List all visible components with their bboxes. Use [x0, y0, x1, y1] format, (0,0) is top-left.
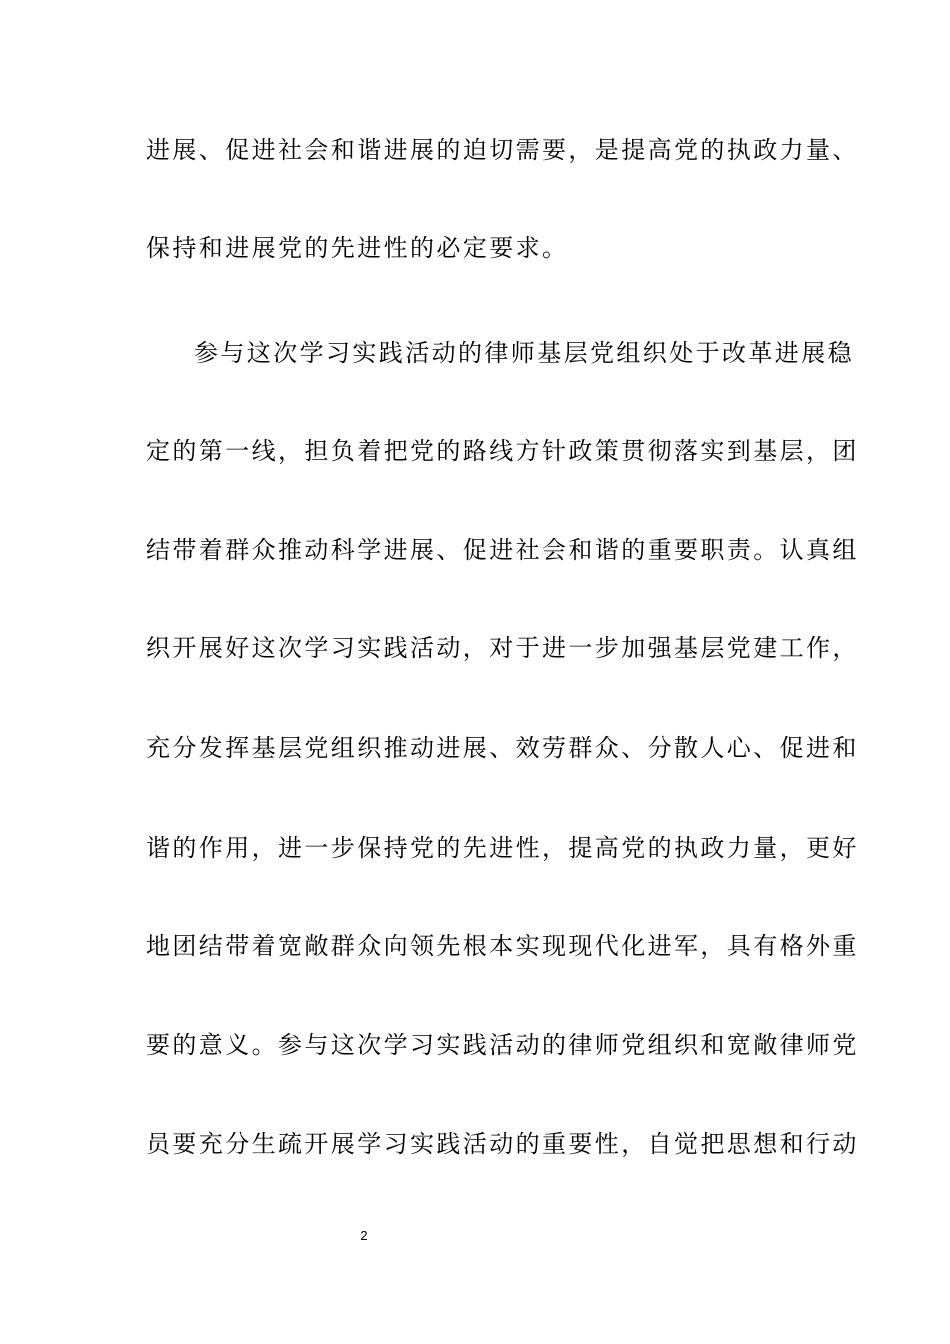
text-line-8: 谐的作用，进一步保持党的先进性，提高党的执政力量，更好 — [146, 834, 859, 862]
text-line-11: 员要充分生疏开展学习实践活动的重要性，自觉把思想和行动 — [146, 1130, 859, 1158]
page-number: 2 — [360, 1228, 368, 1243]
text-line-2: 保持和进展党的先进性的必定要求。 — [146, 234, 569, 262]
text-line-10: 要的意义。参与这次学习实践活动的律师党组织和宽敞律师党 — [146, 1031, 859, 1059]
text-line-3: 参与这次学习实践活动的律师基层党组织处于改革进展稳 — [194, 339, 854, 367]
text-line-1: 进展、促进社会和谐进展的迫切需要，是提高党的执政力量、 — [146, 136, 859, 164]
text-line-5: 结带着群众推动科学进展、促进社会和谐的重要职责。认真组 — [146, 536, 859, 564]
text-line-4: 定的第一线，担负着把党的路线方针政策贯彻落实到基层，团 — [146, 437, 859, 465]
text-line-7: 充分发挥基层党组织推动进展、效劳群众、分散人心、促进和 — [146, 734, 859, 762]
text-line-6: 织开展好这次学习实践活动，对于进一步加强基层党建工作， — [146, 634, 859, 662]
text-line-9: 地团结带着宽敞群众向领先根本实现现代化进军，具有格外重 — [146, 932, 859, 960]
